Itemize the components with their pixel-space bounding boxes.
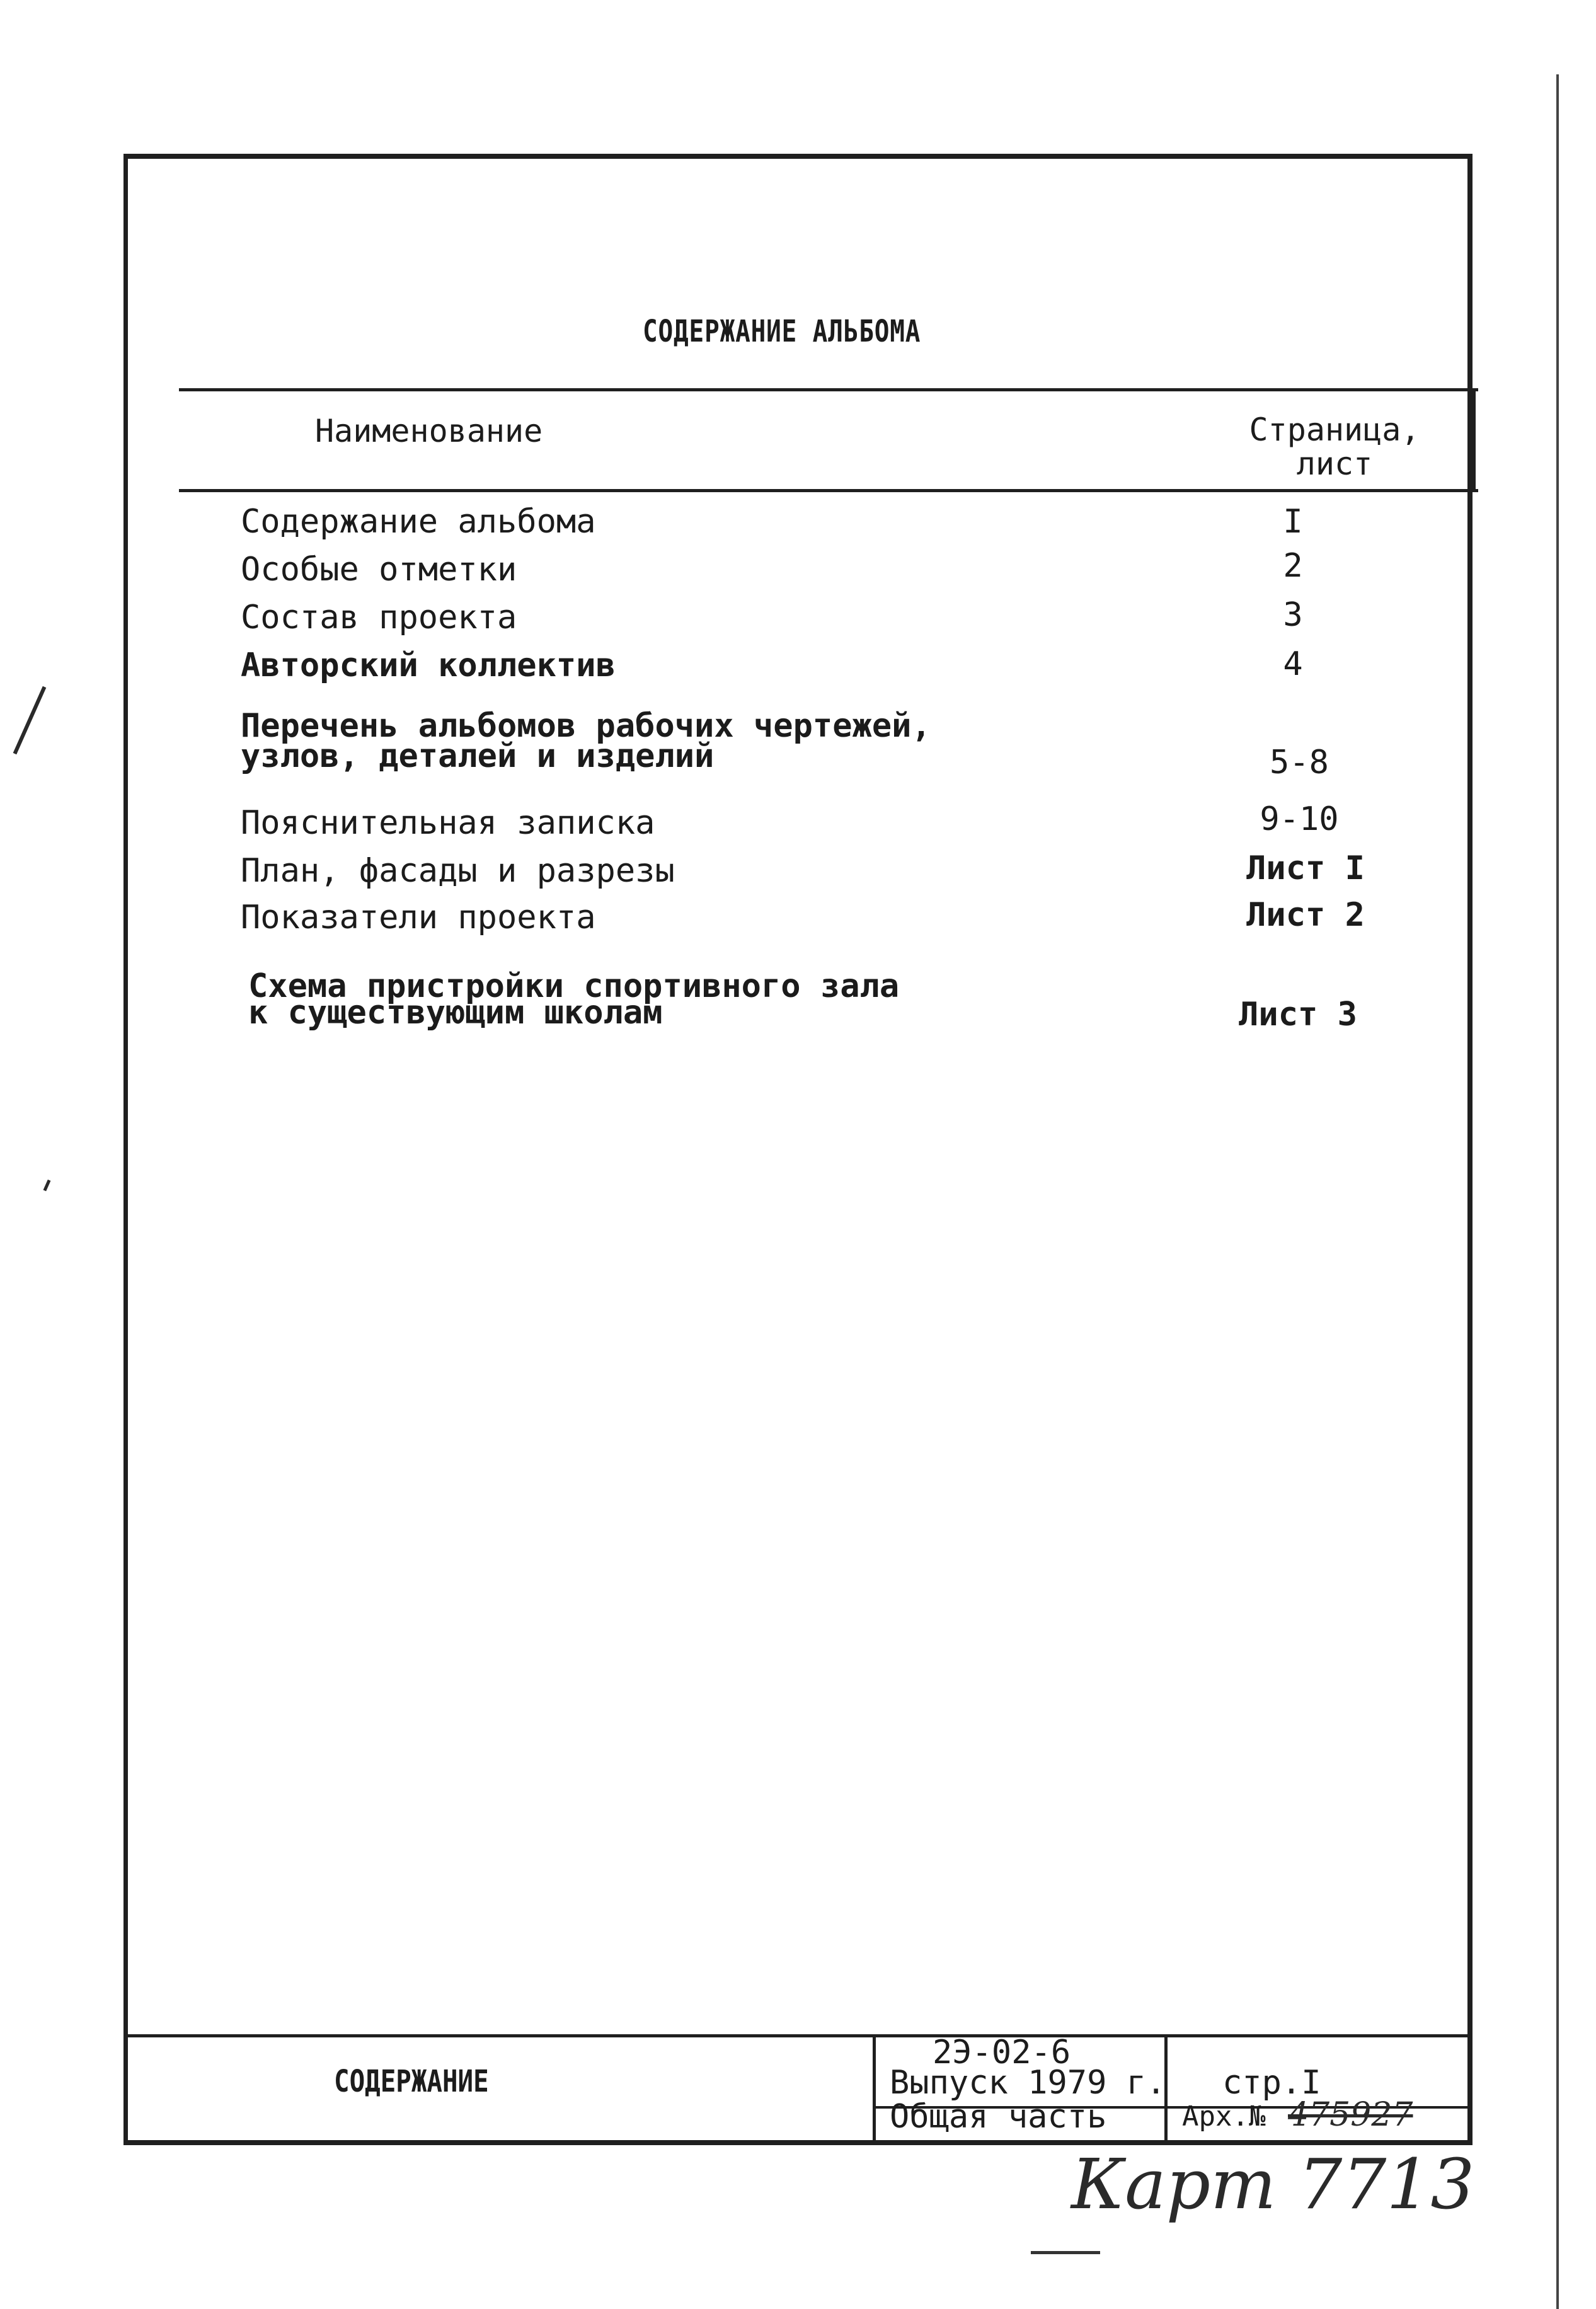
list-item-name: Показатели проекта	[241, 899, 596, 936]
list-item-page: 5-8	[1270, 744, 1329, 781]
stamp-label: СОДЕРЖАНИЕ	[334, 2064, 489, 2099]
list-item-name: Пояснительная записка	[241, 804, 655, 842]
stamp-archive-number: 475927	[1288, 2096, 1413, 2134]
header-right-wall	[1472, 388, 1476, 492]
list-item-name: Содержание альбома	[241, 503, 596, 541]
margin-slash-mark	[13, 686, 47, 754]
page-title: СОДЕРЖАНИЕ АЛЬБОМА	[643, 314, 921, 349]
stamp-page: стр.I	[1222, 2064, 1321, 2102]
list-item-name: Перечень альбомов рабочих чертежей, узлов, деталей и изделий	[241, 707, 931, 775]
header-bottom-rule	[179, 489, 1478, 492]
list-item-name: Особые отметки	[241, 551, 517, 589]
list-item-name: Состав проекта	[241, 599, 517, 636]
list-item-page: Лист I	[1246, 849, 1365, 887]
list-item-name: Схема пристройки спортивного зала к существующим школам	[248, 967, 900, 1032]
column-header-page-line2: лист	[1296, 446, 1373, 482]
stamp-archive-label: Арх.№	[1182, 2100, 1266, 2133]
handwritten-underline	[1031, 2251, 1100, 2254]
list-item-page: Лист 2	[1246, 896, 1365, 934]
list-item-name: Авторский коллектив	[241, 647, 616, 684]
list-item-page: I	[1283, 503, 1303, 541]
column-header-name: Наименование	[315, 413, 543, 449]
list-item-page: Лист 3	[1239, 996, 1357, 1034]
list-item-page: 2	[1283, 547, 1303, 585]
stamp-divider-left	[873, 2034, 876, 2145]
page-edge-line	[1556, 74, 1559, 2309]
stamp-issue: Выпуск 1979 г.	[890, 2064, 1166, 2102]
handwritten-annotation: Карт 7713	[1071, 2144, 1475, 2225]
stamp-part: Общая часть	[890, 2098, 1107, 2136]
stamp-code: 2Э-02-6	[933, 2034, 1071, 2071]
list-item-page: 3	[1283, 596, 1303, 634]
margin-dot-mark	[43, 1180, 51, 1191]
list-item-page: 9-10	[1260, 800, 1339, 838]
column-header-page	[1243, 413, 1426, 481]
stamp-top-rule	[123, 2034, 1473, 2037]
list-item-name: План, фасады и разрезы	[241, 852, 675, 890]
list-item-page: 4	[1283, 645, 1303, 683]
column-header-page-line1: Страница,	[1249, 412, 1420, 448]
header-top-rule	[179, 388, 1478, 391]
